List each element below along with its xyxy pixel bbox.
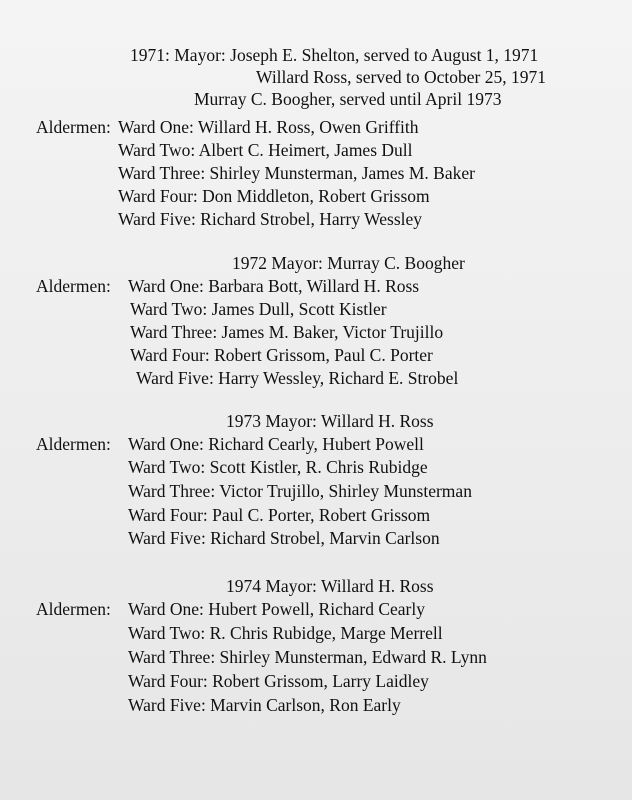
ward-line: Ward Five: Harry Wessley, Richard E. Strobel: [136, 368, 459, 388]
ward-line: Ward One: Richard Cearly, Hubert Powell: [128, 434, 424, 454]
ward-line: Ward Three: Shirley Munsterman, James M. Baker: [118, 163, 475, 183]
ward-line: Ward Five: Richard Strobel, Harry Wessley: [118, 209, 423, 229]
ward-line: Ward Five: Richard Strobel, Marvin Carlson: [128, 528, 440, 548]
ward-line: Ward Two: Scott Kistler, R. Chris Rubidge: [128, 457, 428, 477]
ward-line: Ward One: Barbara Bott, Willard H. Ross: [128, 276, 420, 296]
section-heading: 1974 Mayor: Willard H. Ross: [226, 576, 434, 596]
aldermen-label: Aldermen:: [36, 434, 111, 454]
section-heading: 1971: Mayor: Joseph E. Shelton, served to August 1, 1971: [130, 45, 539, 65]
ward-line: Ward One: Hubert Powell, Richard Cearly: [128, 599, 425, 619]
aldermen-label: Aldermen:: [36, 599, 111, 619]
mayor-continuation: Murray C. Boogher, served until April 1973: [194, 89, 502, 109]
ward-line: Ward Four: Robert Grissom, Larry Laidley: [128, 671, 429, 691]
ward-line: Ward Two: Albert C. Heimert, James Dull: [118, 140, 413, 160]
ward-line: Ward Four: Don Middleton, Robert Grissom: [118, 186, 430, 206]
ward-line: Ward Three: Shirley Munsterman, Edward R. Lynn: [128, 647, 487, 667]
ward-line: Ward Two: James Dull, Scott Kistler: [130, 299, 387, 319]
aldermen-label: Aldermen:: [36, 117, 111, 137]
ward-line: Ward Four: Robert Grissom, Paul C. Porter: [130, 345, 433, 365]
ward-line: Ward Four: Paul C. Porter, Robert Grissom: [128, 505, 431, 525]
aldermen-label: Aldermen:: [36, 276, 111, 296]
ward-line: Ward Three: Victor Trujillo, Shirley Munsterman: [128, 481, 472, 501]
ward-line: Ward Two: R. Chris Rubidge, Marge Merrell: [128, 623, 443, 643]
ward-line: Ward One: Willard H. Ross, Owen Griffith: [118, 117, 419, 137]
ward-line: Ward Three: James M. Baker, Victor Trujillo: [130, 322, 444, 342]
section-heading: 1973 Mayor: Willard H. Ross: [226, 411, 434, 431]
section-heading: 1972 Mayor: Murray C. Boogher: [232, 253, 465, 273]
mayor-continuation: Willard Ross, served to October 25, 1971: [256, 67, 546, 87]
ward-line: Ward Five: Marvin Carlson, Ron Early: [128, 695, 401, 715]
